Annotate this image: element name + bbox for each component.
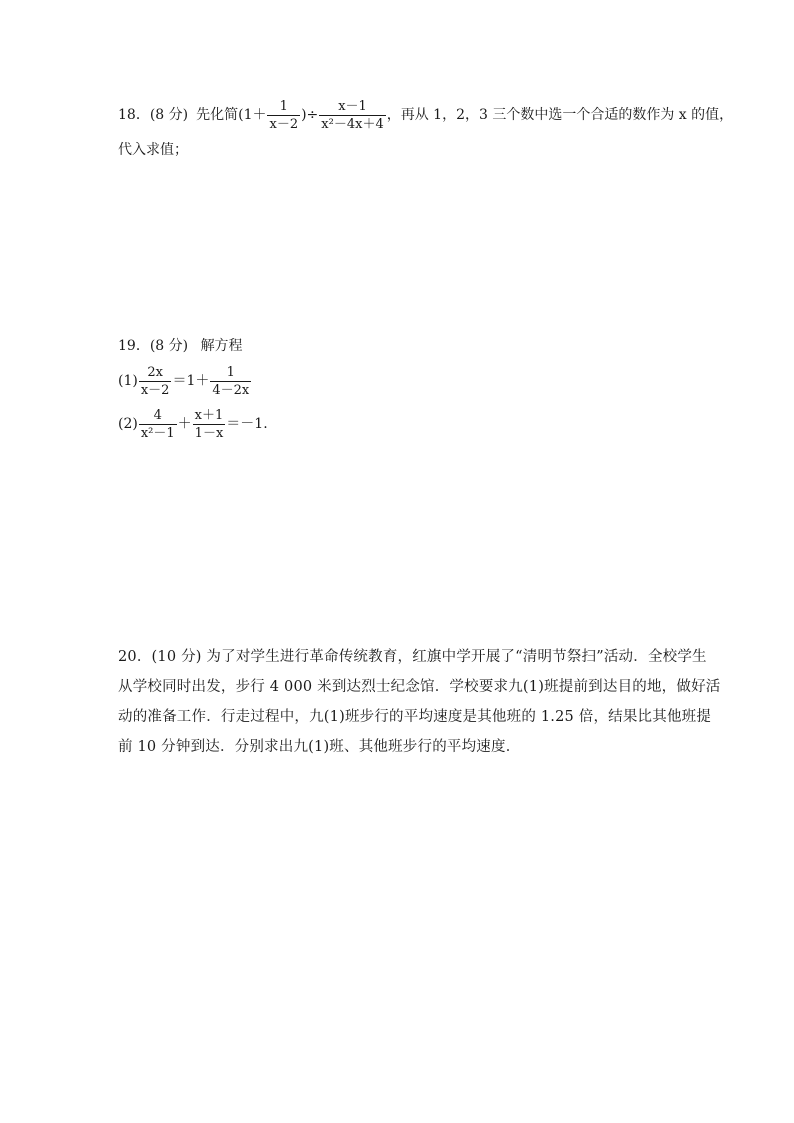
question-18-line-1 [118,98,734,132]
question-19-heading [118,334,243,358]
fraction-denominator: x－2 [269,116,299,132]
fraction-denominator: x²－1 [140,425,175,441]
question-20-paragraph [118,642,720,762]
fraction-denominator: x－2 [140,382,170,398]
equation-1-rhs-fraction [210,365,251,398]
question-18-divide: )÷ [301,107,319,123]
fraction-denominator: x²－4x＋4 [321,116,384,132]
equation-index: (1) [118,373,138,389]
fraction-numerator: 1 [226,364,235,380]
fraction-denominator: 4－2x [212,382,250,398]
equation-2-rhs: ＝－1. [226,416,268,432]
question-19-title: 解方程 [200,338,243,354]
fraction-numerator: x－1 [338,98,367,114]
question-18-fraction-1 [267,99,300,132]
equation-1-middle: ＝1＋ [172,373,210,389]
fraction-numerator: 2x [147,364,163,380]
question-20-line-1: 20．(10 分) 为了对学生进行革命传统教育，红旗中学开展了“清明节祭扫”活动．全校学生 [118,649,707,665]
question-19-label: 19．(8 分) [118,338,189,354]
equation-1-lhs-fraction [139,365,172,398]
question-18-suffix: ，再从 1，2，3 三个数中选一个合适的数作为 x 的值， [386,107,734,123]
fraction-numerator: x＋1 [194,407,224,423]
fraction-denominator: 1－x [194,425,224,441]
question-18-prefix: 先化简(1＋ [196,107,267,123]
question-19-equation-2 [118,407,268,441]
question-20-line-2: 从学校同时出发，步行 4 000 米到达烈士纪念馆．学校要求九(1)班提前到达目的地，做好活 [118,679,721,695]
equation-2-first-fraction [139,408,177,441]
question-19-equation-1 [118,364,252,398]
question-20-line-4: 前 10 分钟到达．分别求出九(1)班、其他班步行的平均速度． [118,739,521,755]
question-18-line-2: 代入求值； [118,142,188,158]
question-18-label: 18．(8 分) [118,107,189,123]
equation-index: (2) [118,416,138,432]
question-20-line-3: 动的准备工作．行走过程中，九(1)班步行的平均速度是其他班的 1.25 倍，结果比其他班提 [118,709,712,725]
question-18-fraction-2 [319,99,385,132]
equation-2-second-fraction [193,408,226,441]
fraction-numerator: 4 [153,407,162,423]
fraction-numerator: 1 [279,98,288,114]
equation-2-plus: ＋ [177,416,192,432]
